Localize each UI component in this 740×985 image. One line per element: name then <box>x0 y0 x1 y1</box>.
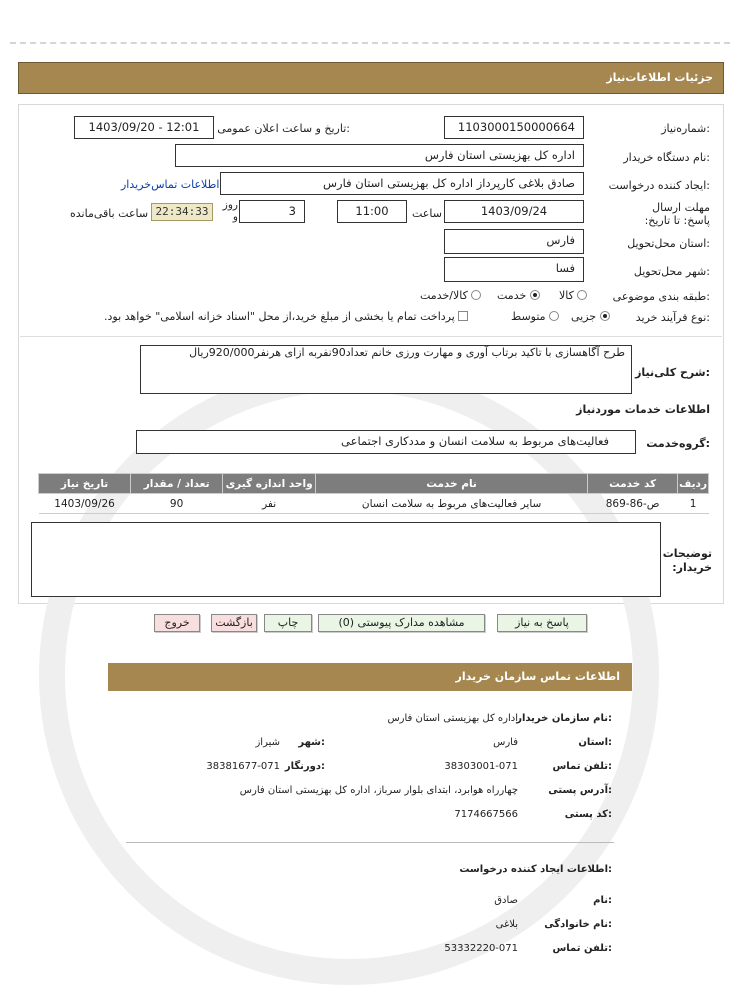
payment-note: پرداخت تمام یا بخشی از مبلغ خرید،از محل "اسناد خزانه اسلامی" خواهد بود. <box>104 310 455 323</box>
contact-province-value: فارس <box>493 737 518 748</box>
category-option-label: خدمت <box>497 289 527 302</box>
deadline-date-field: 1403/09/24 <box>444 200 584 223</box>
process-option-label: متوسط <box>511 310 546 323</box>
process-label: نوع فرآیند خرید: <box>635 311 710 324</box>
buyer-field: اداره کل بهزیستی استان فارس <box>175 144 584 167</box>
table-header-row <box>39 474 709 494</box>
checkbox-icon[interactable] <box>458 311 468 321</box>
column-header: کد خدمت <box>588 474 678 494</box>
table-cell: 90 <box>131 494 223 514</box>
buyer-contact-link[interactable]: اطلاعات تماس‌خریدار <box>121 178 220 191</box>
remaining-timer: 22:34:33 <box>151 203 213 221</box>
category-label: طبقه بندی موضوعی: <box>612 290 710 303</box>
fax-value: 38381677-071 <box>206 761 280 772</box>
contact-section-title: اطلاعات تماس سازمان خریدار <box>108 663 632 691</box>
summary-text: طرح آگاهسازی با تاکید برتاب آوری و مهارت ورزی خانم تعداد90نفربه ازای هرنفر920/000ریال <box>189 346 625 359</box>
service-group-field: فعالیت‌های مربوط به سلامت انسان و مددکاری اجتماعی <box>136 430 636 454</box>
remaining-label: ساعت باقی‌مانده <box>70 207 149 220</box>
radio-selected-icon[interactable] <box>530 290 540 300</box>
phone-value: 38303001-071 <box>444 761 518 772</box>
creator-phone-value: 53332220-071 <box>444 943 518 954</box>
deadline-label: مهلت ارسال پاسخ: تا تاریخ: <box>644 201 710 227</box>
city-field: فسا <box>444 257 584 282</box>
exit-button[interactable]: خروج <box>154 614 200 632</box>
radio-selected-icon[interactable] <box>600 311 610 321</box>
province-field: فارس <box>444 229 584 254</box>
postal-label: کد پستی: <box>564 809 612 820</box>
top-divider <box>10 42 730 44</box>
category-option-label: کالا/خدمت <box>420 289 468 302</box>
day-label: روز و <box>222 199 238 223</box>
table-cell: سایر فعالیت‌های مربوط به سلامت انسان <box>316 494 588 514</box>
back-button[interactable]: بازگشت <box>211 614 257 632</box>
need-number-label: شماره‌نیاز: <box>661 122 710 135</box>
city-label: شهر محل‌تحویل: <box>633 265 710 278</box>
time-label: ساعت <box>412 207 442 220</box>
section-divider <box>20 336 722 337</box>
org-value: اداره کل بهزیستی استان فارس <box>387 713 518 724</box>
table-cell: نفر <box>223 494 316 514</box>
radio-icon[interactable] <box>577 290 587 300</box>
buyer-notes-box <box>31 522 661 597</box>
deadline-time-field: 11:00 <box>337 200 407 223</box>
process-option-minor[interactable] <box>571 310 610 323</box>
creator-family-value: بلاغی <box>495 919 518 930</box>
buyer-label: نام دستگاه خریدار: <box>623 151 710 164</box>
category-option-service[interactable] <box>497 289 540 302</box>
postal-value: 7174667566 <box>454 809 518 820</box>
column-header: نام خدمت <box>316 474 588 494</box>
contact-city-value: شیراز <box>255 737 280 748</box>
creator-info-title: اطلاعات ایجاد کننده درخواست: <box>459 864 612 875</box>
column-header: ردیف <box>678 474 709 494</box>
table-row <box>39 494 709 514</box>
contact-city-label: شهر: <box>298 737 325 748</box>
reply-button[interactable]: پاسخ به نیاز <box>497 614 587 632</box>
category-option-label: کالا <box>559 289 574 302</box>
column-header: تاریخ نیاز <box>39 474 131 494</box>
creator-field: صادق بلاغی کارپرداز اداره کل بهزیستی استان فارس <box>220 172 584 195</box>
service-group-label: گروه‌خدمت: <box>646 437 710 450</box>
summary-label: شرح کلی‌نیاز: <box>635 366 710 379</box>
creator-label: ایجاد کننده درخواست: <box>608 179 710 192</box>
address-value: چهارراه هوابرد، ابتدای بلوار سرباز، اداره کل بهزیستی استان فارس <box>239 785 518 796</box>
province-label: استان محل‌تحویل: <box>627 237 710 250</box>
view-documents-button[interactable]: مشاهده مدارک پیوستی (0) <box>318 614 485 632</box>
table-cell: 1 <box>678 494 709 514</box>
announce-field: 1403/09/20 - 12:01 <box>74 116 214 139</box>
process-option-label: جزیی <box>571 310 597 323</box>
process-option-medium[interactable] <box>511 310 559 323</box>
org-label: نام سازمان خریدار: <box>516 713 612 724</box>
table-cell: ص-86-869 <box>588 494 678 514</box>
payment-option[interactable] <box>104 310 468 323</box>
contact-divider <box>126 842 614 843</box>
category-option-both[interactable] <box>420 289 481 302</box>
creator-name-label: نام: <box>593 895 612 906</box>
radio-icon[interactable] <box>471 290 481 300</box>
fax-label: دورنگار: <box>284 761 325 772</box>
summary-box <box>140 345 632 394</box>
creator-name-value: صادق <box>494 895 518 906</box>
print-button[interactable]: چاپ <box>264 614 312 632</box>
creator-phone-label: تلفن تماس: <box>552 943 612 954</box>
radio-icon[interactable] <box>549 311 559 321</box>
announce-label: تاریخ و ساعت اعلان عمومی: <box>217 122 350 135</box>
services-table <box>38 473 709 514</box>
days-field: 3 <box>239 200 305 223</box>
services-title: اطلاعات خدمات موردنیاز <box>576 403 710 416</box>
buyer-notes-label: توضیحات خریدار: <box>662 547 712 574</box>
address-label: آدرس پستی: <box>548 785 612 796</box>
column-header: تعداد / مقدار <box>131 474 223 494</box>
table-cell: 1403/09/26 <box>39 494 131 514</box>
category-option-goods[interactable] <box>559 289 587 302</box>
column-header: واحد اندازه گیری <box>223 474 316 494</box>
need-number-field: 1103000150000664 <box>444 116 584 139</box>
contact-province-label: استان: <box>578 737 612 748</box>
page-title: جزئیات اطلاعات‌نیاز <box>18 62 724 94</box>
phone-label: تلفن تماس: <box>552 761 612 772</box>
creator-family-label: نام خانوادگی: <box>544 919 612 930</box>
